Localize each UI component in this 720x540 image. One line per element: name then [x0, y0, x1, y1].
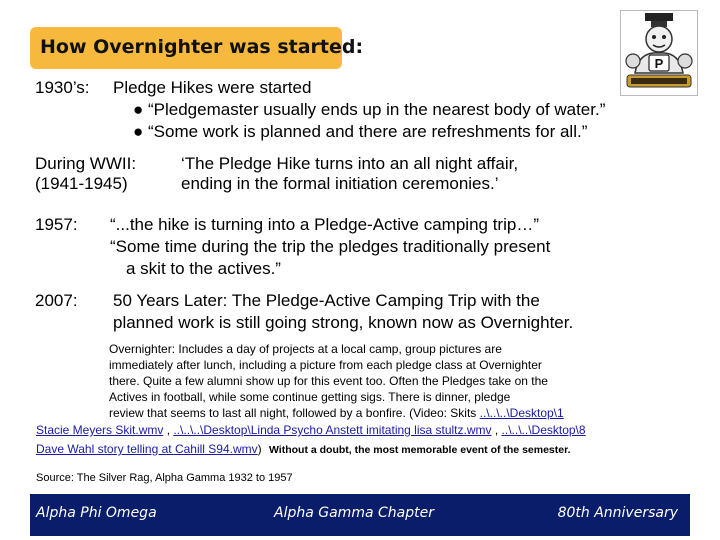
entry-wwii-label: During WWII:	[35, 154, 137, 173]
footer-left: Alpha Phi Omega	[36, 505, 157, 521]
closing-paren: )	[257, 442, 262, 456]
description-line-5-text: review that seems to last all night, followed by a bonfire. (Video: Skits	[109, 406, 480, 420]
entry-2007-text-1: 50 Years Later: The Pledge-Active Camping Trip with the	[113, 291, 540, 310]
video-link-stacie-meyers-skit-name[interactable]: Stacie Meyers Skit.wmv	[36, 423, 164, 437]
entry-1930-bullet-2: ● “Some work is planned and there are refreshments for all.”	[133, 122, 588, 141]
entry-2007-label: 2007:	[35, 291, 78, 310]
entry-1957-label: 1957:	[35, 215, 78, 234]
description-line-7	[36, 442, 571, 456]
entry-1930-text: Pledge Hikes were started	[113, 78, 312, 97]
link-separator-1: ,	[163, 423, 174, 437]
entry-wwii-years: (1941-1945)	[35, 174, 128, 193]
title-bar	[30, 27, 364, 69]
description-line-2: immediately after lunch, including a picture from each pledge class at Overnighter	[109, 358, 542, 372]
entry-1957-text-2: “Some time during the trip the pledges traditionally present	[110, 237, 551, 256]
footer-center: Alpha Gamma Chapter	[274, 505, 434, 521]
video-link-stacie-meyers-skit[interactable]: ..\..\..\Desktop\1	[479, 406, 564, 420]
entry-1957-text-3: a skit to the actives.”	[126, 259, 281, 278]
description-line-4: Actives in football, while some continue getting sigs. There is dinner, pledge	[109, 390, 511, 404]
link-separator-2: ,	[491, 423, 502, 437]
page-title: How Overnighter was started:	[40, 36, 364, 58]
video-link-linda-anstett[interactable]: ..\..\..\Desktop\Linda Psycho Anstett imitating lisa stultz.wmv	[173, 423, 492, 437]
boilermakers-mascot-icon	[620, 10, 698, 96]
description-tail: Without a doubt, the most memorable event of the semester.	[268, 444, 571, 456]
description-line-3: there. Quite a few alumni show up for this event too. Often the Pledges take on the	[109, 374, 548, 388]
description-line-1: Overnighter: Includes a day of projects at a local camp, group pictures are	[109, 342, 502, 356]
description-line-6	[36, 423, 586, 437]
entry-1930-label: 1930’s:	[35, 78, 90, 97]
entry-1957-text-1: “...the hike is turning into a Pledge-Active camping trip…”	[110, 215, 539, 234]
footer-right: 80th Anniversary	[557, 505, 678, 521]
description-line-5	[109, 406, 564, 420]
video-link-dave-wahl-path[interactable]: ..\..\..\Desktop\8	[501, 423, 586, 437]
entry-2007-text-2: planned work is still going strong, known now as Overnighter.	[113, 313, 574, 332]
video-link-dave-wahl[interactable]: Dave Wahl story telling at Cahill S94.wmv	[36, 442, 258, 456]
footer-bar	[30, 494, 690, 536]
svg-text:P: P	[654, 56, 664, 71]
entry-wwii-text-2: ending in the formal initiation ceremonies.’	[181, 174, 499, 193]
entry-1930-bullet-1: ● “Pledgemaster usually ends up in the nearest body of water.”	[133, 100, 606, 119]
source-citation: Source: The Silver Rag, Alpha Gamma 1932 to 1957	[36, 472, 293, 484]
entry-wwii-text-1: ‘The Pledge Hike turns into an all night affair,	[181, 154, 519, 173]
